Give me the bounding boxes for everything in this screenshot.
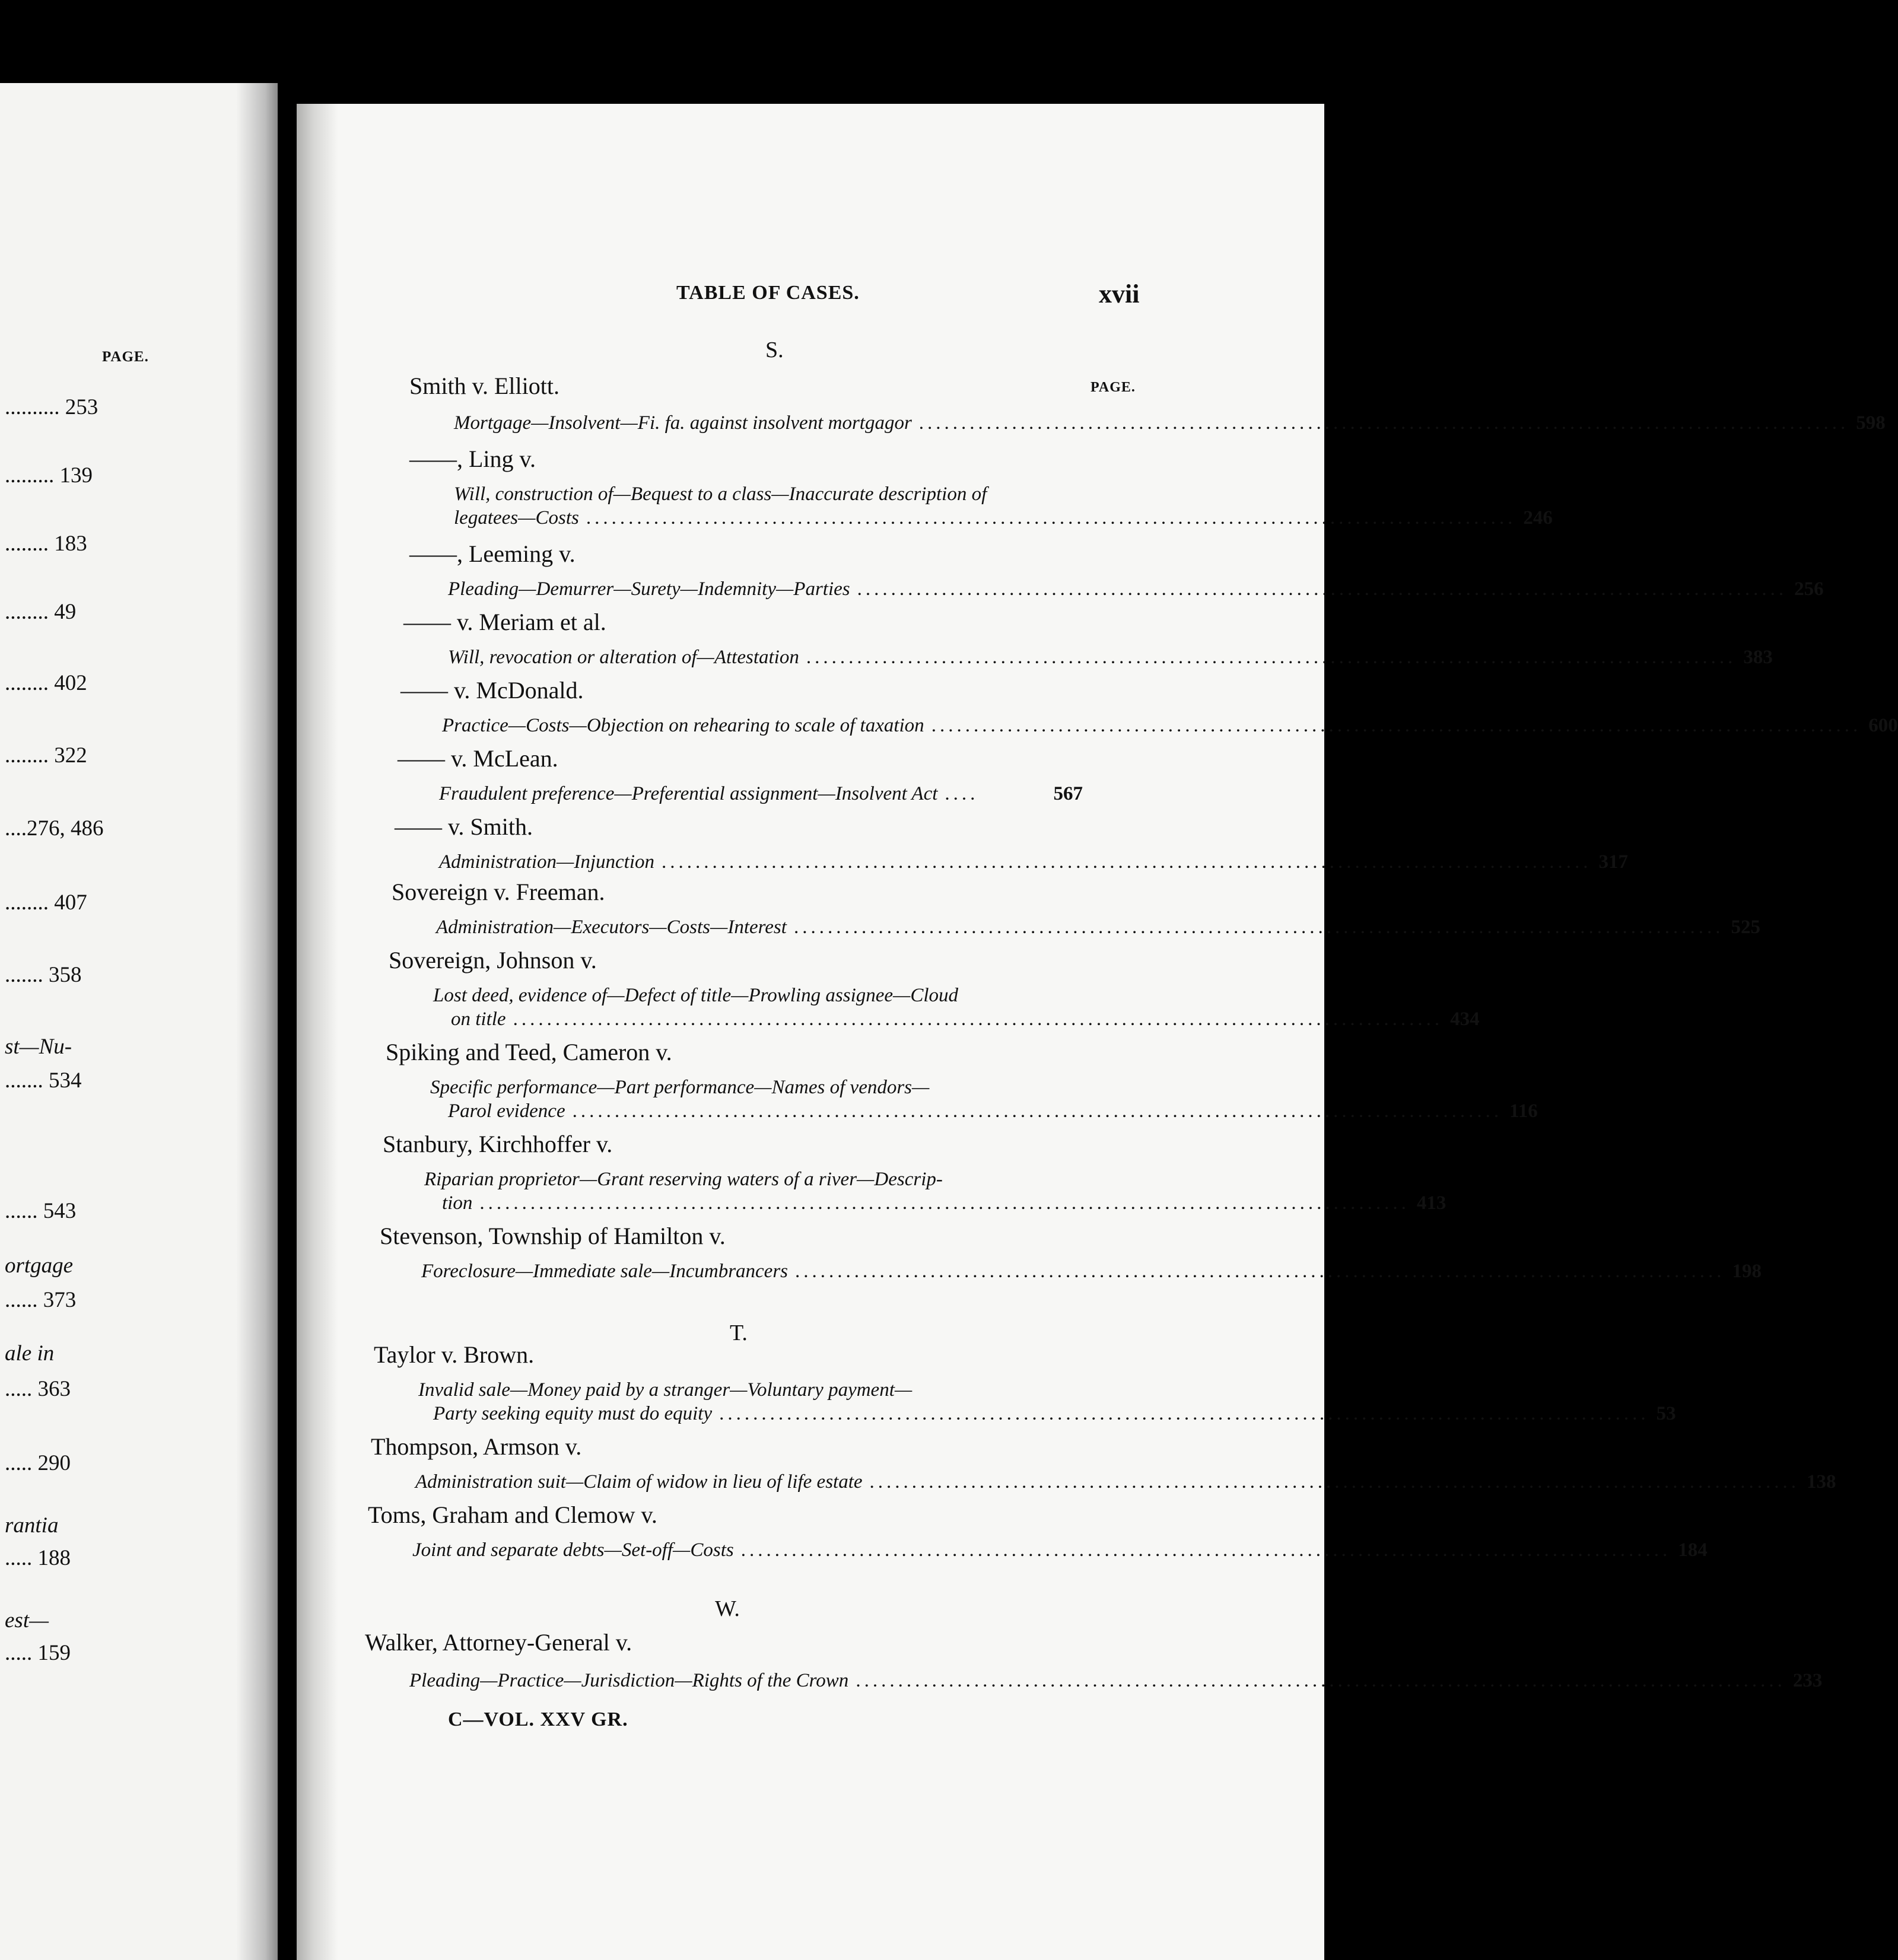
case-description — [451, 1008, 1480, 1030]
case-title: —— v. Meriam et al. — [403, 609, 606, 635]
left-row: ..... 159 — [5, 1641, 71, 1665]
case-subject: tion — [442, 1192, 473, 1214]
case-subject-line: Invalid sale—Money paid by a stranger—Voluntary payment— — [418, 1379, 913, 1401]
case-page-number: 53 — [1656, 1403, 1676, 1424]
case-subject: Administration suit—Claim of widow in lieu of life estate — [415, 1471, 863, 1493]
right-page — [297, 104, 1898, 1960]
case-subject: Will, revocation or alteration of—Attestation — [448, 647, 799, 668]
case-description — [436, 917, 1760, 938]
case-subject: Practice—Costs—Objection on rehearing to scale of taxation — [442, 715, 924, 736]
leader-dots: .............................................................................................................. — [793, 917, 1724, 938]
leader-dots: .............................................................................................................. — [806, 647, 1737, 668]
leader-dots: .............................................................................................................. — [795, 1261, 1725, 1282]
case-title: —— v. McLean. — [398, 745, 558, 772]
case-title: Toms, Graham and Clemow v. — [368, 1501, 657, 1528]
case-subject: Pleading—Practice—Jurisdiction—Rights of the Crown — [409, 1670, 849, 1691]
case-description — [415, 1471, 1836, 1493]
case-title: Walker, Attorney-General v. — [365, 1629, 632, 1656]
case-subject: Administration—Injunction — [439, 851, 654, 873]
case-title: —— v. Smith. — [395, 813, 533, 840]
leader-dots: .............................................................................................................. — [918, 412, 1849, 434]
left-row: ortgage — [5, 1253, 74, 1278]
leader-dots: .............................................................................................................. — [869, 1471, 1800, 1493]
leader-dots: .............................................................................................................. — [719, 1403, 1649, 1424]
case-description — [433, 1403, 1676, 1425]
case-page-number: 600 — [1868, 715, 1898, 736]
left-row: ....... 534 — [5, 1068, 82, 1093]
case-page-number: 246 — [1523, 507, 1553, 529]
case-page-number: 413 — [1416, 1192, 1446, 1214]
section-heading-t: T. — [730, 1321, 748, 1345]
case-subject: Pleading—Demurrer—Surety—Indemnity—Parties — [448, 578, 850, 600]
case-page-number: 256 — [1794, 578, 1824, 600]
left-row: ........ 402 — [5, 671, 87, 695]
case-description — [439, 851, 1628, 873]
case-title: Sovereign, Johnson v. — [389, 947, 597, 973]
left-gutter-shadow — [236, 83, 278, 1960]
leader-dots: .............................................................................................................. — [572, 1100, 1503, 1122]
leader-dots: .............................................................................................................. — [856, 1670, 1786, 1691]
case-description — [442, 715, 1898, 737]
leader-dots: .............................................................................................................. — [662, 851, 1592, 873]
case-subject: Joint and separate debts—Set-off—Costs — [412, 1539, 734, 1561]
case-title: Stanbury, Kirchhoffer v. — [383, 1131, 613, 1157]
case-description — [448, 1100, 1538, 1122]
left-row: .......... 253 — [5, 395, 98, 419]
case-subject: Administration—Executors—Costs—Interest — [436, 917, 787, 938]
case-page-number: 434 — [1450, 1008, 1480, 1030]
case-description — [454, 507, 1553, 529]
section-heading-w: W. — [715, 1596, 740, 1621]
case-title: Spiking and Teed, Cameron v. — [386, 1039, 672, 1065]
case-subject-line: Lost deed, evidence of—Defect of title—Prowling assignee—Cloud — [433, 985, 959, 1006]
folio-number: xvii — [1099, 279, 1140, 308]
left-row: ...... 373 — [5, 1288, 77, 1312]
case-description — [442, 1192, 1446, 1214]
left-row: ..... 363 — [5, 1377, 71, 1401]
case-page-number: 598 — [1856, 412, 1886, 434]
case-subject: Fraudulent preference—Preferential assignment—Insolvent Act — [439, 783, 938, 804]
case-subject: Parol evidence — [448, 1100, 565, 1122]
case-page-number: 198 — [1732, 1261, 1762, 1282]
case-subject: Foreclosure—Immediate sale—Incumbrancers — [421, 1261, 789, 1282]
case-description — [409, 1670, 1823, 1692]
case-subject: on title — [451, 1008, 506, 1030]
leader-dots: .............................................................................................................. — [931, 715, 1862, 736]
case-description — [454, 412, 1886, 434]
case-subject: Mortgage—Insolvent—Fi. fa. against insolvent mortgagor — [454, 412, 912, 434]
case-page-number: 233 — [1792, 1670, 1823, 1691]
right-gutter-shadow — [297, 104, 338, 1960]
left-page-header: PAGE. — [102, 349, 149, 365]
case-title: Sovereign v. Freeman. — [392, 879, 605, 905]
case-page-number: 184 — [1678, 1539, 1708, 1561]
case-title: ——, Leeming v. — [409, 540, 576, 567]
case-subject-line: Will, construction of—Bequest to a class—Inaccurate description of — [454, 483, 987, 505]
case-title: —— v. McDonald. — [400, 677, 584, 704]
section-heading-s: S. — [765, 338, 784, 362]
case-subject-line: Specific performance—Part performance—Names of vendors— — [430, 1077, 930, 1098]
leader-dots: .............................................................................................................. — [513, 1008, 1444, 1030]
leader-dots: .... — [945, 783, 979, 804]
left-row: ........ 49 — [5, 600, 77, 624]
left-row: ....... 358 — [5, 963, 82, 987]
case-title: Smith v. Elliott. — [409, 373, 559, 399]
left-row: ..... 188 — [5, 1546, 71, 1570]
case-description — [448, 647, 1773, 669]
left-row: ........ 183 — [5, 532, 87, 556]
case-page-number: 525 — [1731, 917, 1760, 938]
left-row: st—Nu- — [5, 1035, 72, 1059]
case-description — [421, 1261, 1762, 1283]
case-page-number: 383 — [1743, 647, 1773, 668]
case-title: Stevenson, Township of Hamilton v. — [380, 1223, 726, 1249]
left-row: ........ 407 — [5, 890, 87, 915]
case-page-number: 138 — [1807, 1471, 1836, 1493]
case-subject: legatees—Costs — [454, 507, 579, 529]
signature-mark: C—VOL. XXV GR. — [448, 1708, 628, 1730]
left-row: ....276, 486 — [5, 816, 104, 841]
left-row: ......... 139 — [5, 463, 93, 488]
left-row: ale in — [5, 1341, 55, 1366]
left-row: rantia — [5, 1513, 59, 1538]
case-title: ——, Ling v. — [409, 446, 536, 472]
running-head: TABLE OF CASES. — [676, 282, 860, 304]
left-row: ........ 322 — [5, 743, 87, 768]
case-title: Taylor v. Brown. — [374, 1341, 535, 1368]
case-description — [439, 783, 1083, 805]
left-row: est— — [5, 1608, 49, 1633]
leader-dots: .............................................................................................................. — [857, 578, 1788, 600]
case-description — [412, 1539, 1708, 1561]
case-title: Thompson, Armson v. — [371, 1433, 582, 1460]
case-page-number: 567 — [1053, 783, 1083, 804]
left-page — [0, 83, 278, 1960]
leader-dots: .............................................................................................................. — [740, 1539, 1671, 1561]
left-row: ...... 543 — [5, 1199, 77, 1223]
leader-dots: .............................................................................................................. — [586, 507, 1517, 529]
left-row: ..... 290 — [5, 1451, 71, 1475]
case-subject-line: Riparian proprietor—Grant reserving waters of a river—Descrip- — [424, 1169, 943, 1190]
case-page-number: 317 — [1598, 851, 1628, 873]
case-page-number: 116 — [1509, 1100, 1538, 1122]
case-description — [448, 578, 1824, 600]
case-subject: Party seeking equity must do equity — [433, 1403, 713, 1424]
page-column-label: PAGE. — [1091, 380, 1136, 395]
leader-dots: .............................................................................................................. — [479, 1192, 1410, 1214]
